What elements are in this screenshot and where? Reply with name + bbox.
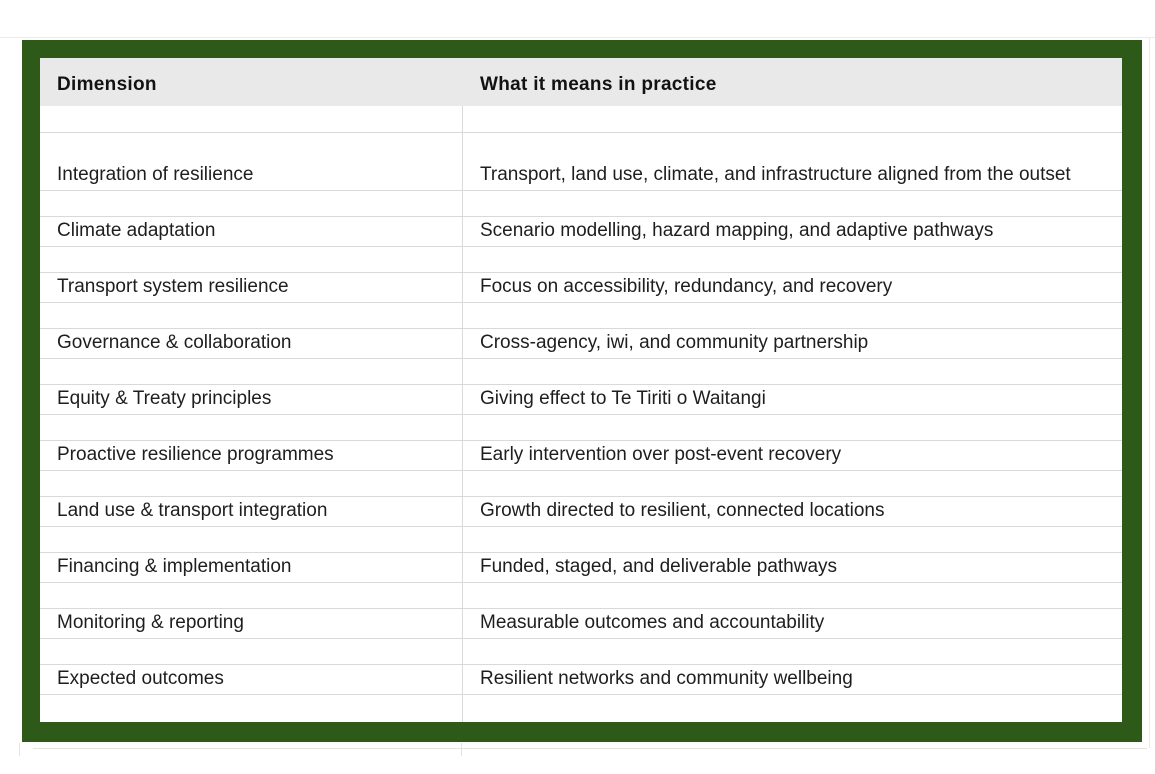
dimension-cell: Financing & implementation (57, 556, 292, 577)
practice-cell: Measurable outcomes and accountability (480, 612, 825, 633)
table-row (40, 385, 1122, 415)
practice-cell: Transport, land use, climate, and infrastructure aligned from the outset (480, 164, 1071, 185)
practice-cell: Giving effect to Te Tiriti o Waitangi (480, 388, 766, 409)
dimension-cell: Transport system resilience (57, 276, 289, 297)
dimension-cell: Climate adaptation (57, 220, 216, 241)
table-row-spacer (40, 415, 1122, 441)
practice-cell: Growth directed to resilient, connected locations (480, 500, 885, 521)
dimension-cell: Equity & Treaty principles (57, 388, 272, 409)
sheet-gridline-tick-middle (461, 743, 462, 756)
table-row-spacer (40, 471, 1122, 497)
dimension-cell: Expected outcomes (57, 668, 224, 689)
table-row (40, 441, 1122, 471)
table-row-spacer (40, 527, 1122, 553)
table-frame (22, 40, 1142, 742)
table-row (40, 133, 1122, 191)
table-empty-row-bottom (40, 695, 1122, 722)
table-row-spacer (40, 247, 1122, 273)
table-body (40, 106, 1122, 722)
column-header-dimension: Dimension (57, 74, 157, 95)
table-row (40, 329, 1122, 359)
practice-cell: Cross-agency, iwi, and community partnership (480, 332, 869, 353)
table-row (40, 553, 1122, 583)
dimension-cell: Monitoring & reporting (57, 612, 244, 633)
table-row (40, 609, 1122, 639)
dimension-cell: Governance & collaboration (57, 332, 292, 353)
practice-cell: Resilient networks and community wellbeing (480, 668, 853, 689)
practice-cell: Early intervention over post-event recovery (480, 444, 842, 465)
practice-cell: Scenario modelling, hazard mapping, and adaptive pathways (480, 220, 994, 241)
table-row-spacer (40, 191, 1122, 217)
table-row-spacer (40, 583, 1122, 609)
sheet-gridline-top (0, 37, 1155, 38)
table-row (40, 497, 1122, 527)
dimension-cell: Integration of resilience (57, 164, 254, 185)
practice-cell: Focus on accessibility, redundancy, and recovery (480, 276, 893, 297)
table-row-spacer (40, 303, 1122, 329)
table-header-row (40, 58, 1122, 106)
dimension-cell: Proactive resilience programmes (57, 444, 334, 465)
table-row (40, 217, 1122, 247)
sheet-gridline-tick-left (19, 743, 20, 756)
sheet-gridline-right (1149, 37, 1150, 748)
dimension-cell: Land use & transport integration (57, 500, 328, 521)
column-header-practice: What it means in practice (480, 74, 717, 95)
practice-cell: Funded, staged, and deliverable pathways (480, 556, 838, 577)
table-row (40, 273, 1122, 303)
table-inner (40, 58, 1122, 722)
sheet-gridline-bottom (33, 748, 1147, 749)
table-row (40, 665, 1122, 695)
table-row-spacer (40, 639, 1122, 665)
table-row-spacer (40, 359, 1122, 385)
table-empty-row-top (40, 106, 1122, 133)
